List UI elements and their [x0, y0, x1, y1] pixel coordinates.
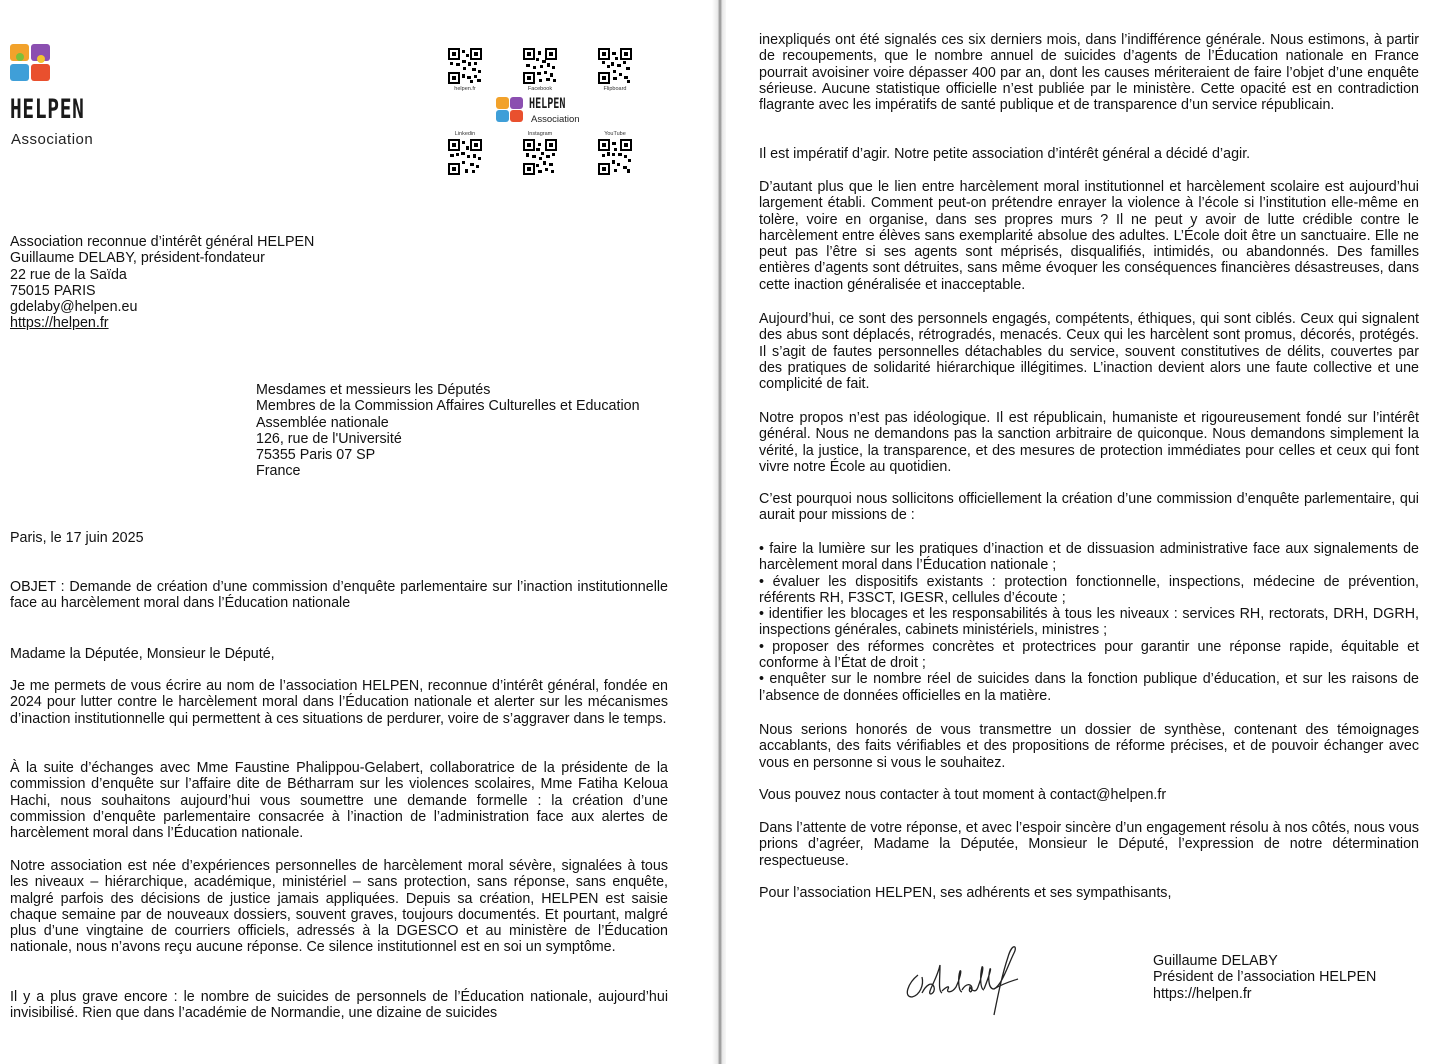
sender-street: 22 rue de la Saïda [10, 266, 127, 283]
recipient-line: Mesdames et messieurs les Députés [256, 382, 491, 398]
qr-code-icon[interactable] [448, 48, 482, 84]
signature-block [1153, 953, 1376, 1002]
letter-page-right [726, 0, 1440, 1064]
recipient-line: 126, rue de l'Université [256, 430, 402, 447]
letter-date: Paris, le 17 juin 2025 [10, 530, 144, 546]
mission-item: • évaluer les dispositifs existants : protection fonctionnelle, inspections, médecine de prévention, référents RH, F3SCT, IGESR, cellules d’écoute ; [759, 573, 1419, 606]
sender-block [10, 234, 314, 332]
letter-paragraph: Notre association est née d’expériences personnelles de harcèlement moral sévère, signalées à tous les niveaux – hiérarchique, académique, ministériel – sans protection, sans réponse, sans enquête, malgré parfois des décisions de justice jamais appliquées. Depuis sa création, HELPEN est saisie chaque semaine par de nouveaux dossiers, souvent graves, toujours documentés. Et pourtant, malgré plus d’une vingtaine de courriers officiels, adressés à la DGESCO et au ministère de l’Éducation nationale, nous n’avons reçu aucune réponse. Ce silence institutionnel est en soi un symptôme. [10, 858, 668, 956]
qr-label: Facebook [527, 86, 553, 92]
missions-list [759, 541, 1419, 704]
qr-code-icon[interactable] [448, 139, 482, 175]
qr-code-icon[interactable] [598, 139, 632, 175]
letter-paragraph: Il y a plus grave encore : le nombre de suicides de personnels de l’Éducation nationale, aujourd’hui invisibilisé. Rien que dans l’académie de Normandie, une dizaine de suicides [10, 989, 668, 1022]
letter-page-left [0, 0, 714, 1064]
qr-label: Flipboard [603, 86, 627, 92]
helpen-mini-logo [496, 97, 524, 123]
qr-code-icon[interactable] [523, 139, 557, 175]
letter-salutation: Madame la Députée, Monsieur le Député, [10, 646, 275, 662]
contact-paragraph: Vous pouvez nous contacter à tout moment à contact@helpen.fr [759, 787, 1167, 803]
mission-item: • proposer des réformes concrètes et protectrices pour garantir une réponse rapide, équitable et conforme à l’État de droit ; [759, 638, 1419, 672]
letter-paragraph: Notre propos n’est pas idéologique. Il est républicain, humaniste et rigoureusement fondé sur l’intérêt général. Nous ne demandons pas la sanction arbitraire de quiconque. Nous demandons simplement la vérité, la justice, la transparence, et des mesures de protection immédiates pour celles et ceux qui font vivre notre École au quotidien. [759, 410, 1419, 475]
recipient-line: France [256, 463, 301, 480]
recipient-line: 75355 Paris 07 SP [256, 447, 376, 464]
mini-logo-wordmark: HELPEN [529, 96, 566, 112]
letter-paragraph: Il est impératif d’agir. Notre petite association d’intérêt général a décidé d’agir. [759, 146, 1251, 162]
recipient-line: Membres de la Commission Affaires Culturelles et Education [256, 398, 640, 415]
mini-logo-subtitle: Association [531, 114, 580, 125]
signatory-name: Guillaume DELABY [1153, 953, 1278, 969]
mission-item: • faire la lumière sur les pratiques d’inaction et de dissuasion administrative face aux signalements de harcèlement moral dans l’Éducation nationale ; [759, 541, 1419, 574]
letter-paragraph: Nous serions honorés de vous transmettre un dossier de synthèse, contenant des témoignages accablants, des faits vérifiables et des propositions de réforme précises, et de pouvoir échanger avec vous en personne si vous le souhaitez. [759, 722, 1419, 771]
mission-item: • enquêter sur le nombre réel de suicides dans la fonction publique d’éducation, et sur les raisons de l’absence de données officielles en la matière. [759, 671, 1419, 704]
qr-label: Linkedin [454, 131, 476, 137]
qr-label: YouTube [604, 131, 626, 137]
qr-code-icon[interactable] [598, 48, 632, 84]
signatory-website: https://helpen.fr [1153, 985, 1252, 1002]
signatory-title: Président de l’association HELPEN [1153, 969, 1377, 986]
qr-code-icon[interactable] [523, 48, 557, 84]
qr-label: helpen.fr [454, 86, 476, 92]
sender-city: 75015 PARIS [10, 282, 96, 299]
letter-paragraph: inexpliqués ont été signalés ces six derniers mois, dans l’indifférence générale. Nous estimons, à partir de recoupements, que le nombre annuel de suicides d’agents de l’Éducation nationale en France pourrait avoisiner voire dépasser 400 par an, dont les causes mériteraient de faire l’objet d’une enquête sérieuse. Aucune statistique officielle n’est publiée par le ministère. Cette opacité est en contradiction flagrante avec les impératifs de santé publique et de transparence d’un service républicain. [759, 32, 1419, 114]
mission-item: • identifier les blocages et les responsabilités à tous les niveaux : services RH, rectorats, DRH, DGRH, inspections générales, cabinets ministériels, ministres ; [759, 606, 1419, 639]
recipient-line: Assemblée nationale [256, 414, 389, 431]
letter-paragraph: Aujourd’hui, ce sont des personnels engagés, compétents, éthiques, qui sont ciblés. Ceux qui signalent des abus sont déplacés, rétrogradés, menacés. Ceux qui les harcèlent sont promus, décorés, protégés. Il s’agit de fautes personnelles détachables du service, souvent constitutives de délits, couvertes par des pratiques de solidarité hiérarchique illégitimes. L’inaction devient alors une faute collective et une complicité de fait. [759, 311, 1419, 393]
letter-paragraph: Je me permets de vous écrire au nom de l’association HELPEN, reconnue d’intérêt général, fondée en 2024 pour lutter contre le harcèlement moral dans l’Éducation nationale et alerter sur les mécanismes d’inaction institutionnelle qui permettent à ces situations de perdurer, voire de s’aggraver dans le temps. [10, 678, 668, 727]
handwritten-signature [898, 935, 1058, 1025]
sender-name: Guillaume DELABY, président-fondateur [10, 250, 265, 267]
logo-subtitle: Association [11, 131, 94, 148]
sender-association: Association reconnue d’intérêt général HELPEN [10, 234, 315, 250]
sender-email: gdelaby@helpen.eu [10, 299, 138, 316]
letter-subject: OBJET : Demande de création d’une commission d’enquête parlementaire sur l’inaction institutionnelle face au harcèlement moral dans l’Éducation nationale [10, 579, 668, 612]
letter-paragraph: À la suite d’échanges avec Mme Faustine Phalippou-Gelabert, collaboratrice de la présidente de la commission d’enquête sur l’affaire dite de Bétharram sur les violences scolaires, Mme Fatiha Keloua Hachi, nous souhaitons aujourd’hui vous soumettre une demande formelle : la création d’une commission d’enquête parlementaire consacrée à l’inaction de l’administration face aux alertes de harcèlement moral dans l’Éducation nationale. [10, 760, 668, 842]
logo-wordmark: HELPEN [10, 94, 85, 125]
helpen-puzzle-logo [10, 44, 54, 84]
letter-paragraph: C’est pourquoi nous sollicitons officiellement la création d’une commission d’enquête parlementaire, qui aurait pour missions de : [759, 491, 1419, 524]
recipient-block [256, 382, 640, 480]
letter-paragraph: D’autant plus que le lien entre harcèlement moral institutionnel et harcèlement scolaire est aujourd’hui largement établi. Comment peut-on prétendre enrayer la violence à l’école si l’institution elle-même en tolère, voire en organise, dans ses propres murs ? Il ne peut y avoir de lutte crédible contre le harcèlement entre élèves sans exemplarité absolue des adultes. L’École doit être un sanctuaire. Elle ne peut pas l’être si ses agents sont méprisés, disqualifiés, intimidés, ou abandonnés. Des familles entières d’agents sont détruites, sans même évoquer les conséquences financières désastreuses, dans cette inaction généralisée et inacceptable. [759, 179, 1419, 293]
sender-website-link[interactable]: https://helpen.fr [10, 315, 109, 332]
closing-paragraph: Dans l’attente de votre réponse, et avec l’espoir sincère d’un engagement résolu à nos côtés, nous vous prions d’agréer, Madame la Députée, Monsieur le Député, l’expression de notre détermination respectueuse. [759, 820, 1419, 869]
qr-label: Instagram [527, 131, 553, 137]
closing-line: Pour l’association HELPEN, ses adhérents et ses sympathisants, [759, 885, 1172, 901]
